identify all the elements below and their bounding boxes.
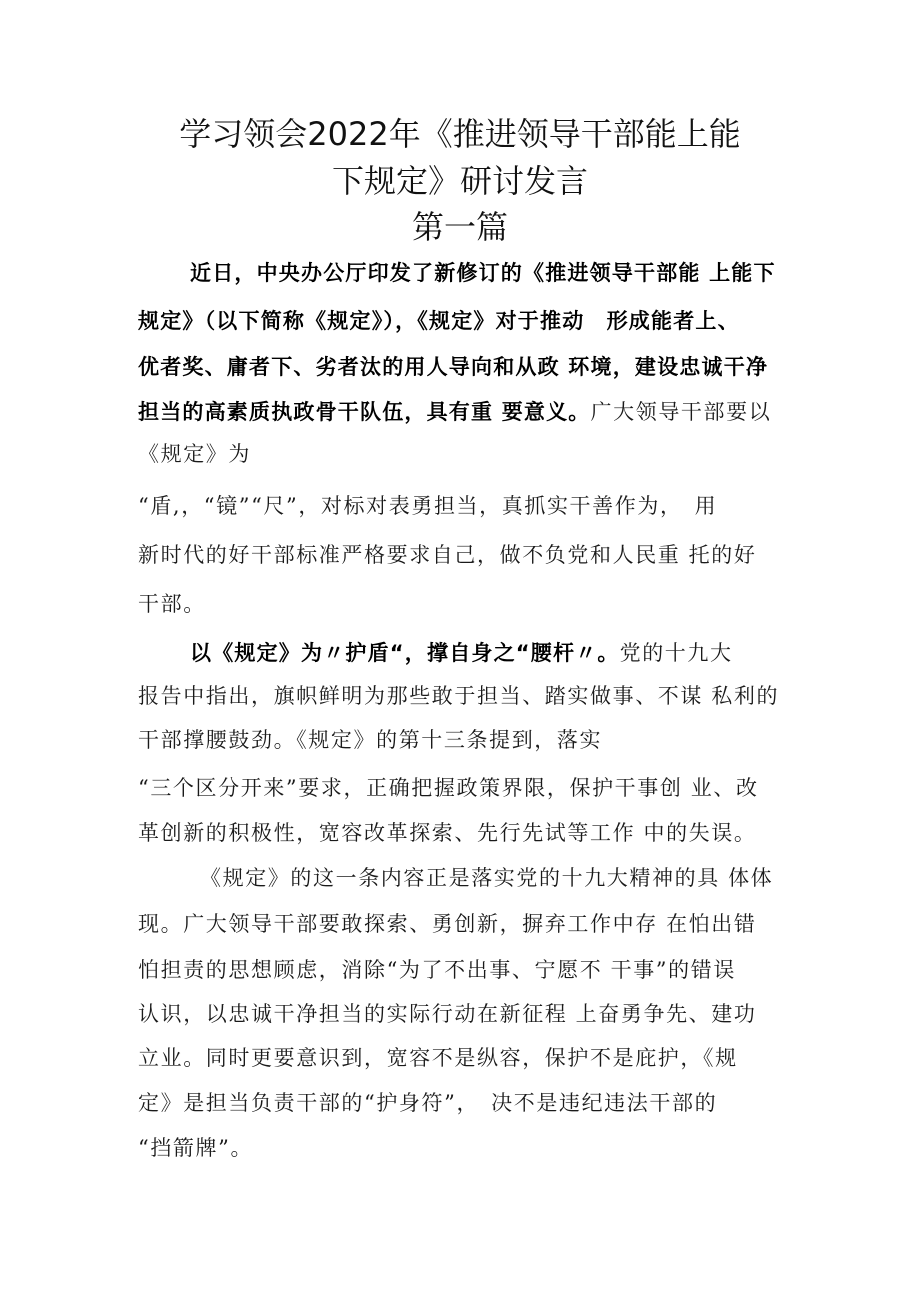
paragraph-1-line-4-normal: 广大领导干部要以 <box>590 400 772 424</box>
paragraph-2-line-1: “盾,，“镜”“尺”，对标对表勇担当，真抓实干善作为， 用 <box>138 494 718 518</box>
paragraph-4-line-5: 立业。同时更要意识到，宽容不是纵容，保护不是庇护，《规 <box>138 1046 738 1070</box>
paragraph-4-line-1: 《规定》的这一条内容正是落实党的十九大精神的具 体体 <box>200 866 774 890</box>
paragraph-1-line-5: 《规定》为 <box>138 442 251 466</box>
paragraph-4-line-2: 现。广大领导干部要敢探索、勇创新，摒弃工作中存 在怕出错 <box>138 912 757 936</box>
paragraph-3-line-1-bold: 以《规定》为〃护盾“，撑自身之“腰杆〃。 <box>190 641 620 665</box>
paragraph-1-line-2: 规定》（以下简称《规定》），《规定》对于推动 形成能者上、 <box>138 309 740 333</box>
paragraph-3-line-1-normal: 党的十九大 <box>619 641 733 665</box>
paragraph-1-line-3: 优者奖、庸者下、劣者汰的用人导向和从政 环境，建设忠诚干净 <box>138 355 769 379</box>
paragraph-4-line-4: 认识，以忠诚干净担当的实际行动在新征程 上奋勇争先、建功 <box>138 1002 757 1026</box>
paragraph-2-line-2: 新时代的好干部标准严格要求自己，做不负党和人民重 托的好 <box>138 543 757 567</box>
paragraph-3-line-3: 干部撑腰鼓劲。《规定》的第十三条提到，落实 <box>138 728 603 752</box>
paragraph-3-line-4: “三个区分开来”要求，正确把握政策界限，保护干事创 业、改 <box>138 776 759 800</box>
paragraph-1-line-1: 近日，中央办公厅印发了新修订的《推进领导干部能 上能下 <box>190 261 776 285</box>
paragraph-2-line-3: 干部。 <box>138 592 206 616</box>
paragraph-3-line-2: 报告中指出，旗帜鲜明为那些敢于担当、踏实做事、不谋 私利的 <box>138 684 780 708</box>
paragraph-1-line-4-bold: 担当的高素质执政骨干队伍，具有重 要意义。 <box>138 400 591 424</box>
paragraph-3-line-1 <box>190 638 733 668</box>
paragraph-3-line-5: 革创新的积极性，宽容改革探索、先行先试等工作 中的失误。 <box>138 821 757 845</box>
paragraph-4-line-6: 定》是担当负责干部的“护身符”， 决不是违纪违法干部的 <box>138 1091 718 1115</box>
title-line-3: 第一篇 <box>411 208 508 246</box>
paragraph-1-line-4 <box>138 397 771 427</box>
paragraph-4-line-3: 怕担责的思想顾虑，消除“为了不出事、宁愿不 干事”的错误 <box>138 958 736 982</box>
paragraph-4-line-7: “挡箭牌”。 <box>138 1136 254 1160</box>
title-line-1: 学习领会2022年《推进领导干部能上能 <box>179 115 741 153</box>
title-line-2: 下规定》研讨发言 <box>331 162 588 200</box>
